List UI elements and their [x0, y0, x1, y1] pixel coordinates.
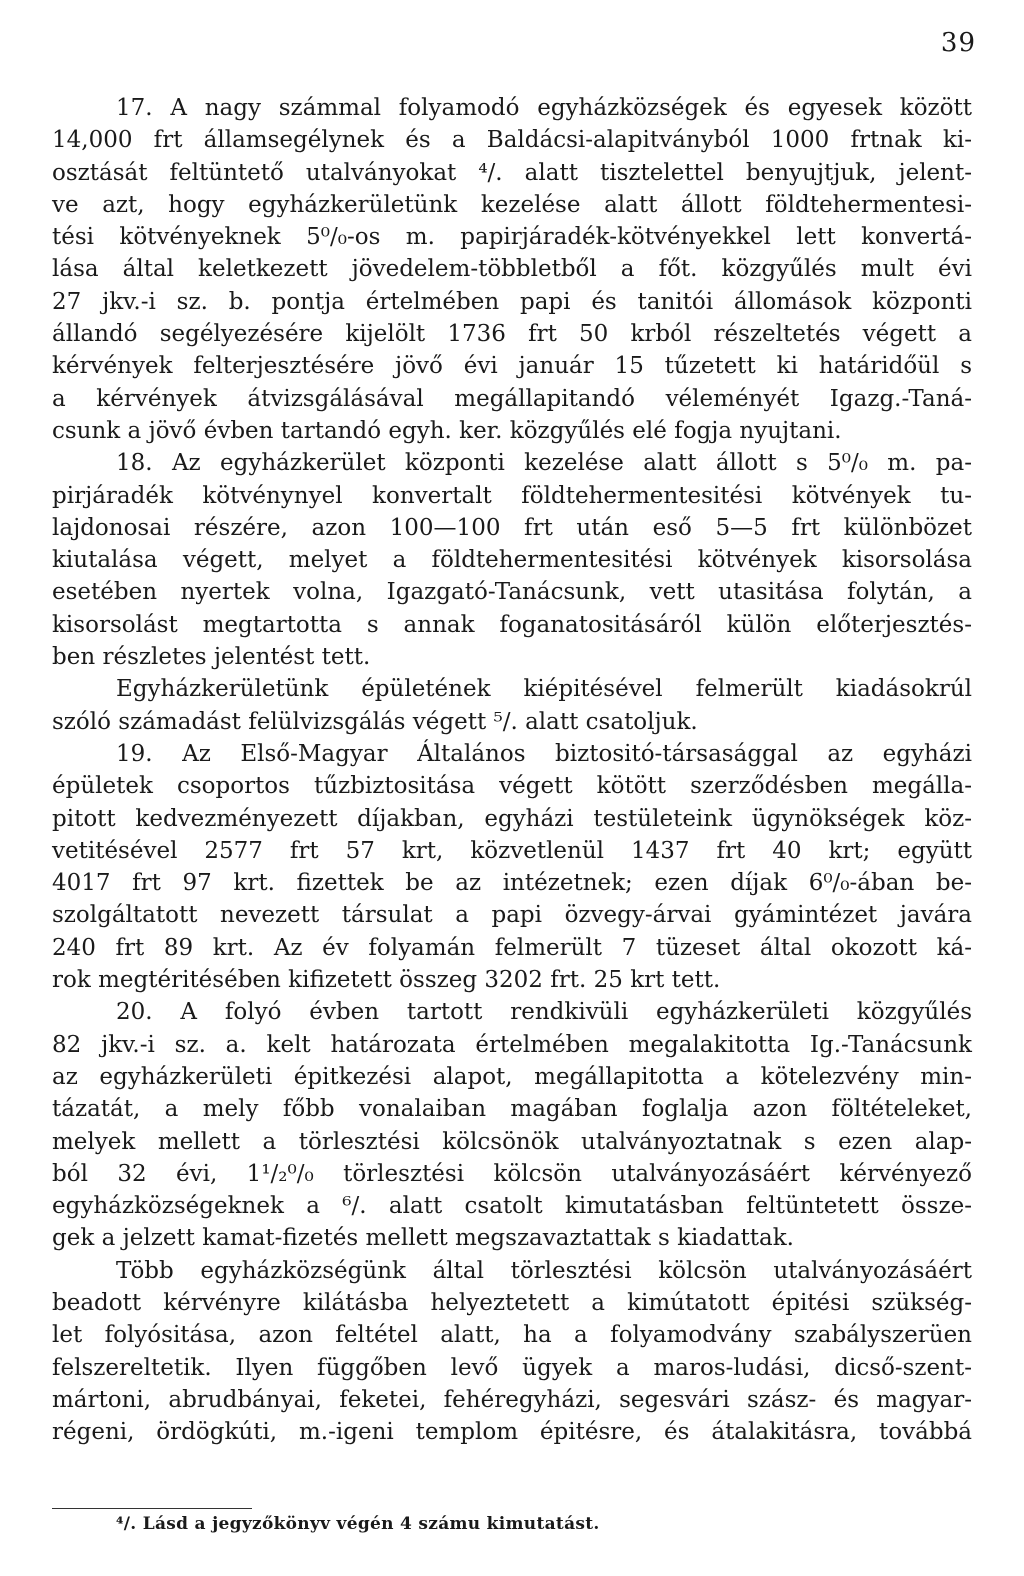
text-line: mártoni, abrudbányai, feketei, fehéregyházi, segesvári szász- és magyar- [52, 1386, 972, 1413]
footnote-divider [52, 1508, 252, 1509]
text-line: 20. A folyó évben tartott rendkivüli egyházkerületi közgyűlés [116, 999, 972, 1026]
text-line: felszereltetik. Ilyen függőben levő ügyek a maros-ludási, dicső-szent- [52, 1354, 972, 1381]
text-line: 82 jkv.-i sz. a. kelt határozata értelmében megalakitotta Ig.-Tanácsunk [52, 1031, 972, 1058]
text-line: Egyházkerületünk épületének kiépitésével felmerült kiadásokrúl [116, 676, 972, 703]
text-line: a kérvények átvizsgálásával megállapitandó véleményét Igazg.-Taná- [52, 385, 972, 412]
text-line: lajdonosai részére, azon 100—100 frt után eső 5—5 frt különbözet [52, 514, 972, 541]
text-line: kisorsolást megtartotta s annak foganatositásáról külön előterjesztés- [52, 611, 972, 638]
text-line: ból 32 évi, 1¹/₂⁰/₀ törlesztési kölcsön utalványozásáért kérvényező [52, 1160, 972, 1187]
text-line: 18. Az egyházkerület központi kezelése alatt állott s 5⁰/₀ m. pa- [116, 450, 972, 477]
text-line: Több egyházközségünk által törlesztési kölcsön utalványozásáért [116, 1257, 972, 1284]
text-line: vetitésével 2577 frt 57 krt, közvetlenül 1437 frt 40 krt; együtt [52, 837, 972, 864]
text-line: 14,000 frt államsegélynek és a Baldácsi-alapitványból 1000 frtnak ki- [52, 127, 972, 154]
text-line: 19. Az Első-Magyar Általános biztositó-társasággal az egyházi [116, 740, 972, 767]
text-line: rok megtéritésében kifizetett összeg 3202 frt. 25 krt tett. [52, 967, 721, 994]
text-line: melyek mellett a törlesztési kölcsönök utalványoztatnak s ezen alap- [52, 1128, 972, 1155]
text-line: 4017 frt 97 krt. fizettek be az intézetnek; ezen díjak 6⁰/₀-ában be- [52, 870, 972, 897]
text-line: az egyházkerületi épitkezési alapot, megállapitotta a kötelezvény min- [52, 1063, 972, 1090]
text-line: 240 frt 89 krt. Az év folyamán felmerült 7 tüzeset által okozott ká- [52, 934, 972, 961]
text-line: esetében nyertek volna, Igazgató-Tanácsunk, vett utasitása folytán, a [52, 579, 972, 606]
text-line: tázatát, a mely főbb vonalaiban magában foglalja azon föltételeket, [52, 1096, 972, 1123]
text-line: szolgáltatott nevezett társulat a papi özvegy-árvai gyámintézet javára [52, 902, 972, 929]
text-line: osztását feltüntető utalványokat ⁴/. alatt tisztelettel benyujtjuk, jelent- [52, 159, 972, 186]
text-line: egyházközségeknek a ⁶/. alatt csatolt kimutatásban feltüntetett össze- [52, 1193, 972, 1220]
text-line: 17. A nagy számmal folyamodó egyházközségek és egyesek között [116, 95, 972, 121]
text-line: tési kötvényeknek 5⁰/₀-os m. papirjáradék-kötvényekkel lett konvertá- [52, 224, 972, 251]
text-line: csunk a jövő évben tartandó egyh. ker. közgyűlés elé fogja nyujtani. [52, 417, 842, 444]
text-line: épületek csoportos tűzbiztositása végett kötött szerződésben megálla- [52, 773, 972, 800]
text-line: ben részletes jelentést tett. [52, 644, 371, 671]
text-line: gek a jelzett kamat-fizetés mellett megszavaztattak s kiadattak. [52, 1225, 794, 1252]
text-line: pirjáradék kötvénynyel konvertalt földtehermentesitési kötvények tu- [52, 482, 972, 509]
text-line: ve azt, hogy egyházkerületünk kezelése alatt állott földtehermentesi- [52, 191, 972, 218]
text-line: régeni, ördögkúti, m.-igeni templom épitésre, és átalakitásra, továbbá [52, 1419, 972, 1446]
footnote: ⁴/. Lásd a jegyzőkönyv végén 4 számu kimutatást. [116, 1514, 600, 1534]
text-line: állandó segélyezésére kijelölt 1736 frt 50 krból részeltetés végett a [52, 321, 972, 348]
text-line: kérvények felterjesztésére jövő évi január 15 tűzetett ki határidőül s [52, 353, 972, 380]
text-line: let folyósitása, azon feltétel alatt, ha a folyamodvány szabályszerüen [52, 1322, 972, 1349]
page-number: 39 [940, 28, 976, 58]
text-line: kiutalása végett, melyet a földtehermentesitési kötvények kisorsolása [52, 547, 972, 574]
text-line: 27 jkv.-i sz. b. pontja értelmében papi és tanitói állomások központi [52, 288, 972, 315]
text-line: beadott kérvényre kilátásba helyeztetett a kimútatott épitési szükség- [52, 1289, 972, 1316]
body-text [52, 92, 972, 1448]
text-line: szóló számadást felülvizsgálás végett ⁵/. alatt csatoljuk. [52, 708, 698, 735]
text-line: lása által keletkezett jövedelem-többletből a főt. közgyűlés mult évi [52, 256, 972, 283]
text-line: pitott kedvezményezett díjakban, egyházi testületeink ügynökségek köz- [52, 805, 972, 832]
